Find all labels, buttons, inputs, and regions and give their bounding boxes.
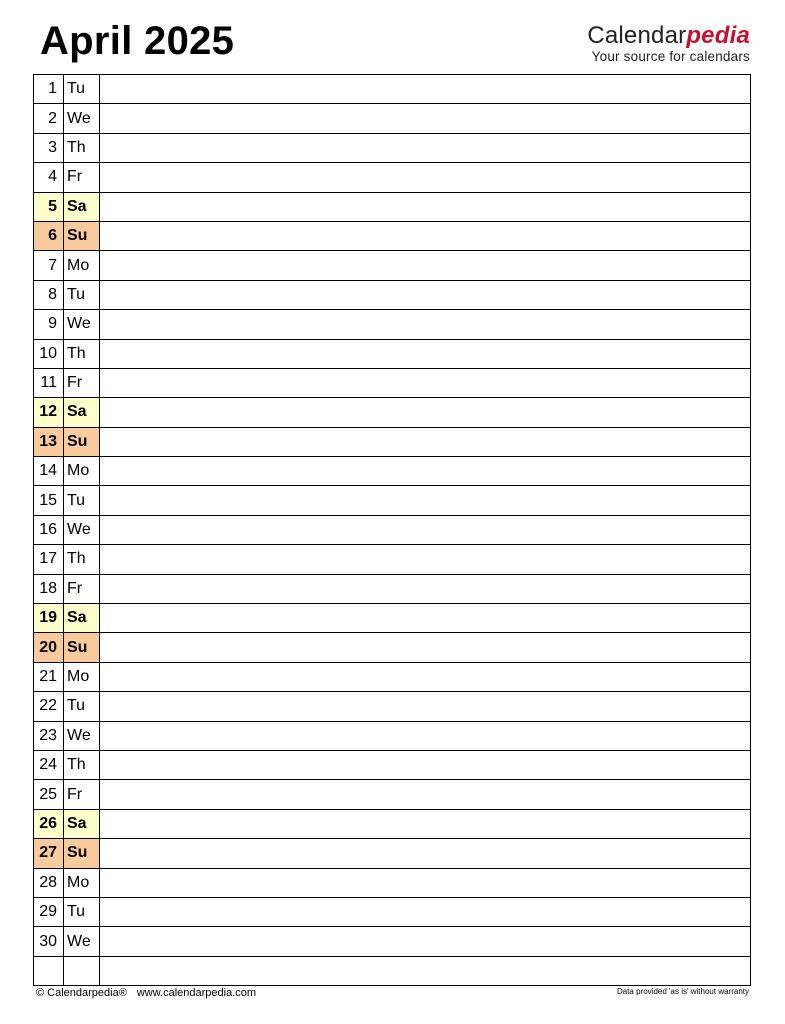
day-row (34, 398, 751, 427)
day-row (34, 104, 751, 133)
day-of-week: Th (64, 339, 100, 368)
day-notes-cell[interactable] (100, 104, 751, 133)
footer-copyright: © Calendarpedia® (36, 987, 127, 999)
brand-suffix: pedia (686, 22, 750, 49)
calendar-grid-body (34, 75, 751, 986)
day-number: 24 (34, 750, 64, 779)
brand-prefix: Calendar (587, 22, 687, 49)
day-row (34, 280, 751, 309)
day-notes-cell[interactable] (100, 839, 751, 868)
day-row (34, 721, 751, 750)
day-of-week: We (64, 721, 100, 750)
day-number: 16 (34, 515, 64, 544)
day-row (34, 692, 751, 721)
day-number: 28 (34, 868, 64, 897)
calendar-grid (33, 74, 751, 986)
day-row (34, 545, 751, 574)
day-of-week: Su (64, 427, 100, 456)
day-row (34, 750, 751, 779)
day-of-week: Tu (64, 280, 100, 309)
day-row (34, 927, 751, 956)
day-notes-cell[interactable] (100, 604, 751, 633)
day-number: 20 (34, 633, 64, 662)
brand-logo[interactable] (587, 22, 750, 64)
day-of-week: Fr (64, 780, 100, 809)
day-row (34, 133, 751, 162)
day-notes-cell[interactable] (100, 310, 751, 339)
day-row (34, 310, 751, 339)
day-of-week: Fr (64, 368, 100, 397)
footer-disclaimer: Data provided 'as is' without warranty (616, 987, 749, 996)
day-row (34, 368, 751, 397)
day-number: 3 (34, 133, 64, 162)
day-notes-cell[interactable] (100, 780, 751, 809)
day-number: 17 (34, 545, 64, 574)
day-notes-cell[interactable] (100, 897, 751, 926)
day-notes-cell[interactable] (100, 750, 751, 779)
day-of-week (64, 956, 100, 985)
day-of-week: Th (64, 750, 100, 779)
day-of-week: Sa (64, 604, 100, 633)
day-number: 5 (34, 192, 64, 221)
day-notes-cell[interactable] (100, 633, 751, 662)
day-number: 9 (34, 310, 64, 339)
day-notes-cell[interactable] (100, 75, 751, 104)
day-row (34, 897, 751, 926)
day-of-week: Mo (64, 251, 100, 280)
day-number: 19 (34, 604, 64, 633)
day-row (34, 427, 751, 456)
day-number: 8 (34, 280, 64, 309)
day-row (34, 633, 751, 662)
day-notes-cell[interactable] (100, 809, 751, 838)
day-notes-cell[interactable] (100, 721, 751, 750)
day-of-week: We (64, 927, 100, 956)
day-notes-cell[interactable] (100, 692, 751, 721)
day-number: 4 (34, 163, 64, 192)
day-number: 6 (34, 221, 64, 250)
day-number: 22 (34, 692, 64, 721)
day-row (34, 515, 751, 544)
day-row (34, 163, 751, 192)
day-of-week: Fr (64, 163, 100, 192)
day-number: 13 (34, 427, 64, 456)
day-notes-cell[interactable] (100, 133, 751, 162)
day-notes-cell[interactable] (100, 192, 751, 221)
day-number: 12 (34, 398, 64, 427)
day-number: 18 (34, 574, 64, 603)
day-row (34, 192, 751, 221)
brand-wordmark (587, 22, 750, 50)
day-notes-cell[interactable] (100, 927, 751, 956)
day-row (34, 809, 751, 838)
day-of-week: Sa (64, 809, 100, 838)
footer-website-link[interactable]: www.calendarpedia.com (136, 987, 257, 999)
day-row (34, 574, 751, 603)
page-title: April 2025 (40, 19, 235, 63)
day-of-week: Mo (64, 457, 100, 486)
day-row (34, 780, 751, 809)
day-of-week: Tu (64, 75, 100, 104)
day-number: 30 (34, 927, 64, 956)
day-row (34, 251, 751, 280)
day-notes-cell[interactable] (100, 427, 751, 456)
day-row (34, 956, 751, 985)
day-of-week: Tu (64, 897, 100, 926)
day-number (34, 956, 64, 985)
day-number: 15 (34, 486, 64, 515)
day-number: 11 (34, 368, 64, 397)
day-row (34, 486, 751, 515)
day-notes-cell[interactable] (100, 486, 751, 515)
day-notes-cell[interactable] (100, 251, 751, 280)
day-number: 21 (34, 662, 64, 691)
day-number: 7 (34, 251, 64, 280)
day-notes-cell[interactable] (100, 280, 751, 309)
day-notes-cell[interactable] (100, 398, 751, 427)
day-row (34, 868, 751, 897)
day-notes-cell[interactable] (100, 868, 751, 897)
day-number: 25 (34, 780, 64, 809)
day-of-week: Sa (64, 192, 100, 221)
day-number: 14 (34, 457, 64, 486)
day-notes-cell[interactable] (100, 339, 751, 368)
day-number: 2 (34, 104, 64, 133)
day-row (34, 457, 751, 486)
day-of-week: Su (64, 633, 100, 662)
day-row (34, 221, 751, 250)
day-of-week: Fr (64, 574, 100, 603)
day-of-week: We (64, 515, 100, 544)
brand-tagline: Your source for calendars (591, 49, 750, 64)
day-notes-cell[interactable] (100, 163, 751, 192)
day-row (34, 604, 751, 633)
day-number: 29 (34, 897, 64, 926)
day-notes-cell[interactable] (100, 956, 751, 985)
day-of-week: Tu (64, 692, 100, 721)
day-notes-cell[interactable] (100, 457, 751, 486)
day-number: 1 (34, 75, 64, 104)
day-notes-cell[interactable] (100, 545, 751, 574)
day-of-week: Sa (64, 398, 100, 427)
day-of-week: Mo (64, 662, 100, 691)
day-of-week: Su (64, 839, 100, 868)
day-of-week: Mo (64, 868, 100, 897)
day-notes-cell[interactable] (100, 515, 751, 544)
day-row (34, 75, 751, 104)
day-number: 23 (34, 721, 64, 750)
day-notes-cell[interactable] (100, 221, 751, 250)
day-of-week: We (64, 310, 100, 339)
day-number: 10 (34, 339, 64, 368)
footer-credits (36, 987, 256, 999)
day-number: 27 (34, 839, 64, 868)
day-row (34, 662, 751, 691)
day-notes-cell[interactable] (100, 368, 751, 397)
day-of-week: Tu (64, 486, 100, 515)
day-of-week: Su (64, 221, 100, 250)
day-of-week: Th (64, 545, 100, 574)
day-of-week: We (64, 104, 100, 133)
day-number: 26 (34, 809, 64, 838)
day-row (34, 339, 751, 368)
day-notes-cell[interactable] (100, 574, 751, 603)
day-row (34, 839, 751, 868)
day-notes-cell[interactable] (100, 662, 751, 691)
day-of-week: Th (64, 133, 100, 162)
